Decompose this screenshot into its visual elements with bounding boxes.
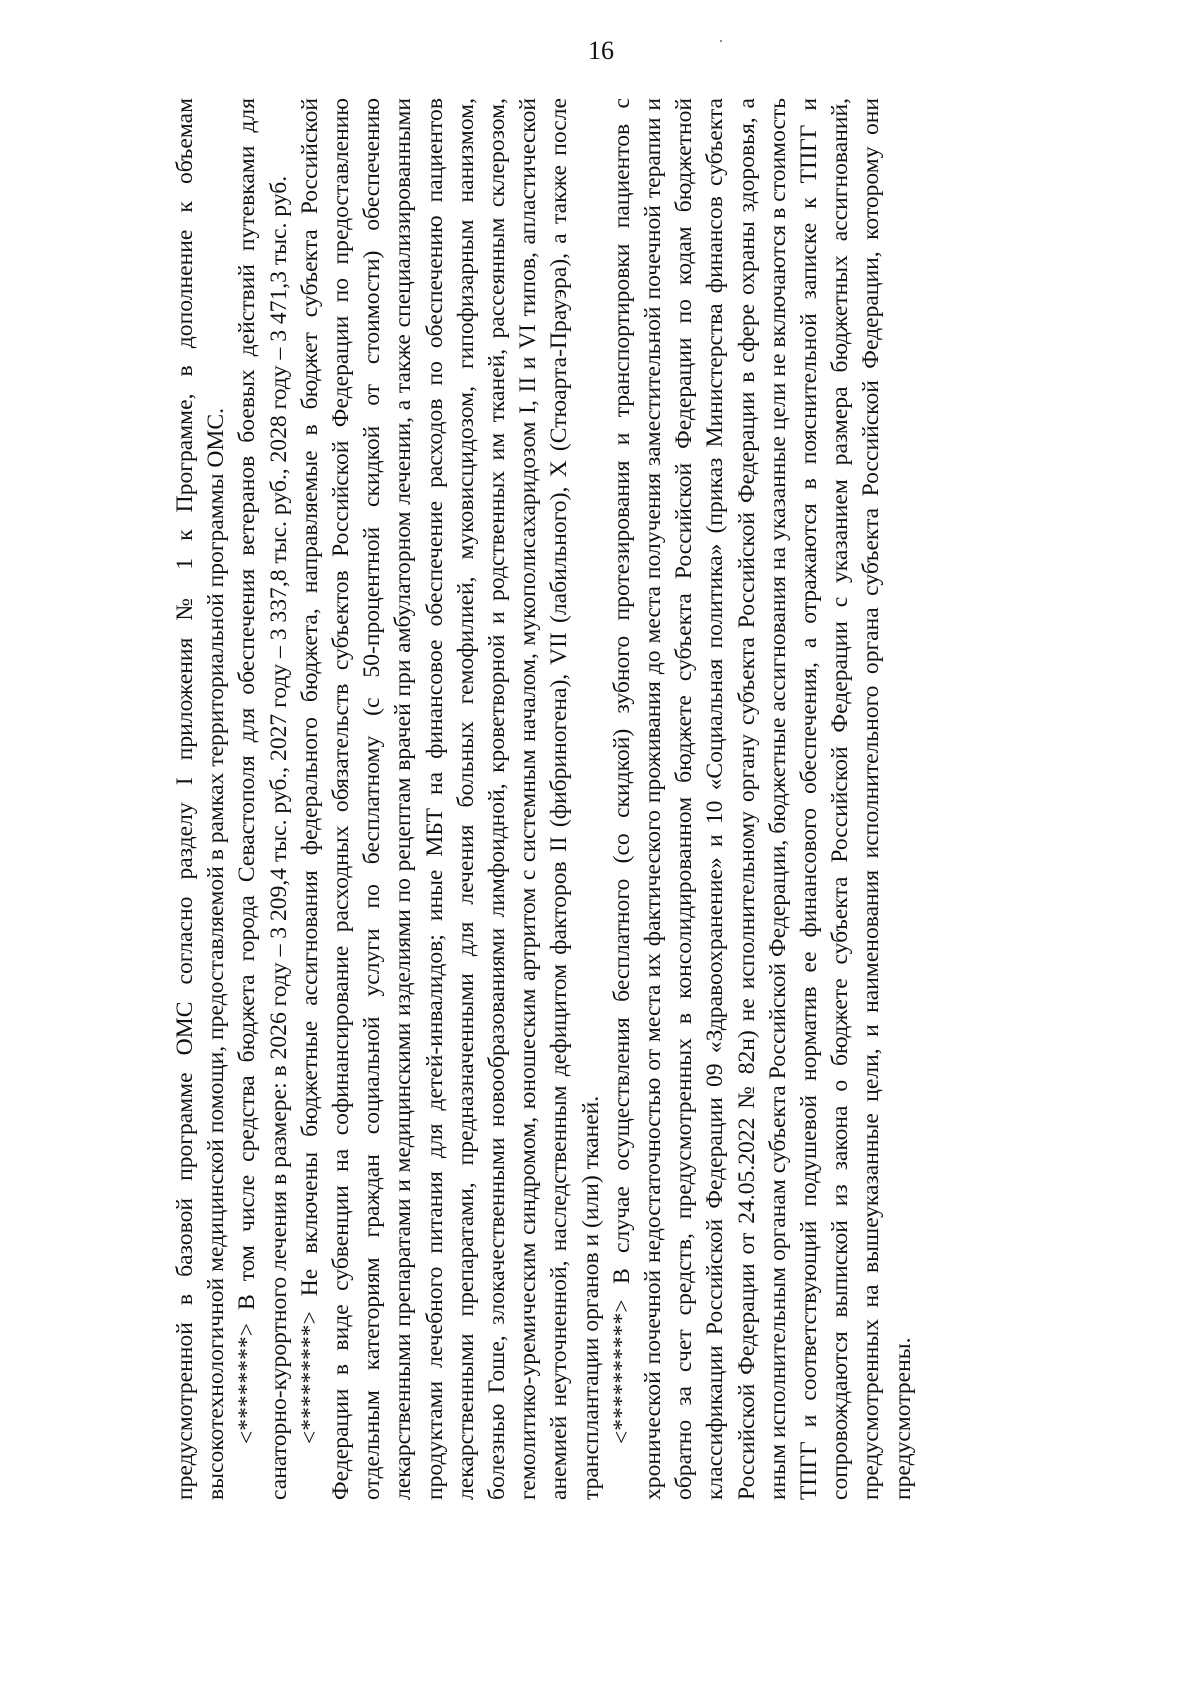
paragraph-continuation: предусмотренной в базовой программе ОМС согласно разделу I приложения № 1 к Программе, в дополнение к объемам высокотехнологичной медицинской помощи, предоставляемой в рамках территориальной программы ОМС. [172, 98, 230, 1500]
footnote-9-stars: <*********> Не включены бюджетные ассигнования федерального бюджета, направляемые в бюджет субъекта Российской Федерации в виде субвенции на софинансирование расходных обязательств субъектов Российской Федерации по предоставлению отдельным категориям граждан социальной услуги по бесплатному (с 50-процентной скидкой от стоимости) обеспечению лекарственными препаратами и медицинскими изделиями по рецептам врачей при амбулаторном лечении, а также специализированными продуктами лечебного питания для детей-инвалидов; иные МБТ на финансовое обеспечение расходов по обеспечению пациентов лекарственными препаратами, предназначенными для лечения больных гемофилией, муковисцидозом, гипофизарным нанизмом, болезнью Гоше, злокачественными новообразованиями лимфоидной, кроветворной и родственных им тканей, рассеянным склерозом, гемолитико-уремическим синдромом, юношеским артритом с системным началом, мукополисахаридозом I, II и VI типов, апластической анемией неуточненной, наследственным дефицитом факторов II (фибриногена), VII (лабильного), X (Стюарта-Прауэра), а также после трансплантации органов и (или) тканей. [296, 98, 604, 1500]
document-body [170, 98, 1000, 1500]
footnote-10-stars: <**********> В случае осуществления бесплатного (со скидкой) зубного протезирования и транспортировки пациентов с хронической почечной недостаточностью от места их фактического проживания до места получения заместительной почечной терапии и обратно за счет средств, предусмотренных в консолидированном бюджете субъекта Российской Федерации по кодам бюджетной классификации Российской Федерации 09 «Здравоохранение» и 10 «Социальная политика» (приказ Министерства финансов субъекта Российской Федерации от 24.05.2022 № 82н) не исполнительному органу субъекта Российской Федерации в сфере охраны здоровья, а иным исполнительным органам субъекта Российской Федерации, бюджетные ассигнования на указанные цели не включаются в стоимость ТПГГ и соответствующий подушевой норматив ее финансового обеспечения, а отражаются в пояснительной записке к ТПГГ и сопровождаются выпиской из закона о бюджете субъекта Российской Федерации с указанием размера бюджетных ассигнований, предусмотренных на вышеуказанные цели, и наименования исполнительного органа субъекта Российской Федерации, которому они предусмотрены. [608, 98, 916, 1500]
footnote-8-stars: <********> В том числе средства бюджета города Севастополя для обеспечения ветеранов боевых действий путевками для санаторно-курортного лечения в размере: в 2026 году – 3 209,4 тыс. руб., 2027 году – 3 337,8 тыс. руб., 2028 году – 3 471,3 тыс. руб. [234, 98, 292, 1500]
scan-speck [720, 40, 722, 42]
page-number: 16 [588, 36, 614, 65]
